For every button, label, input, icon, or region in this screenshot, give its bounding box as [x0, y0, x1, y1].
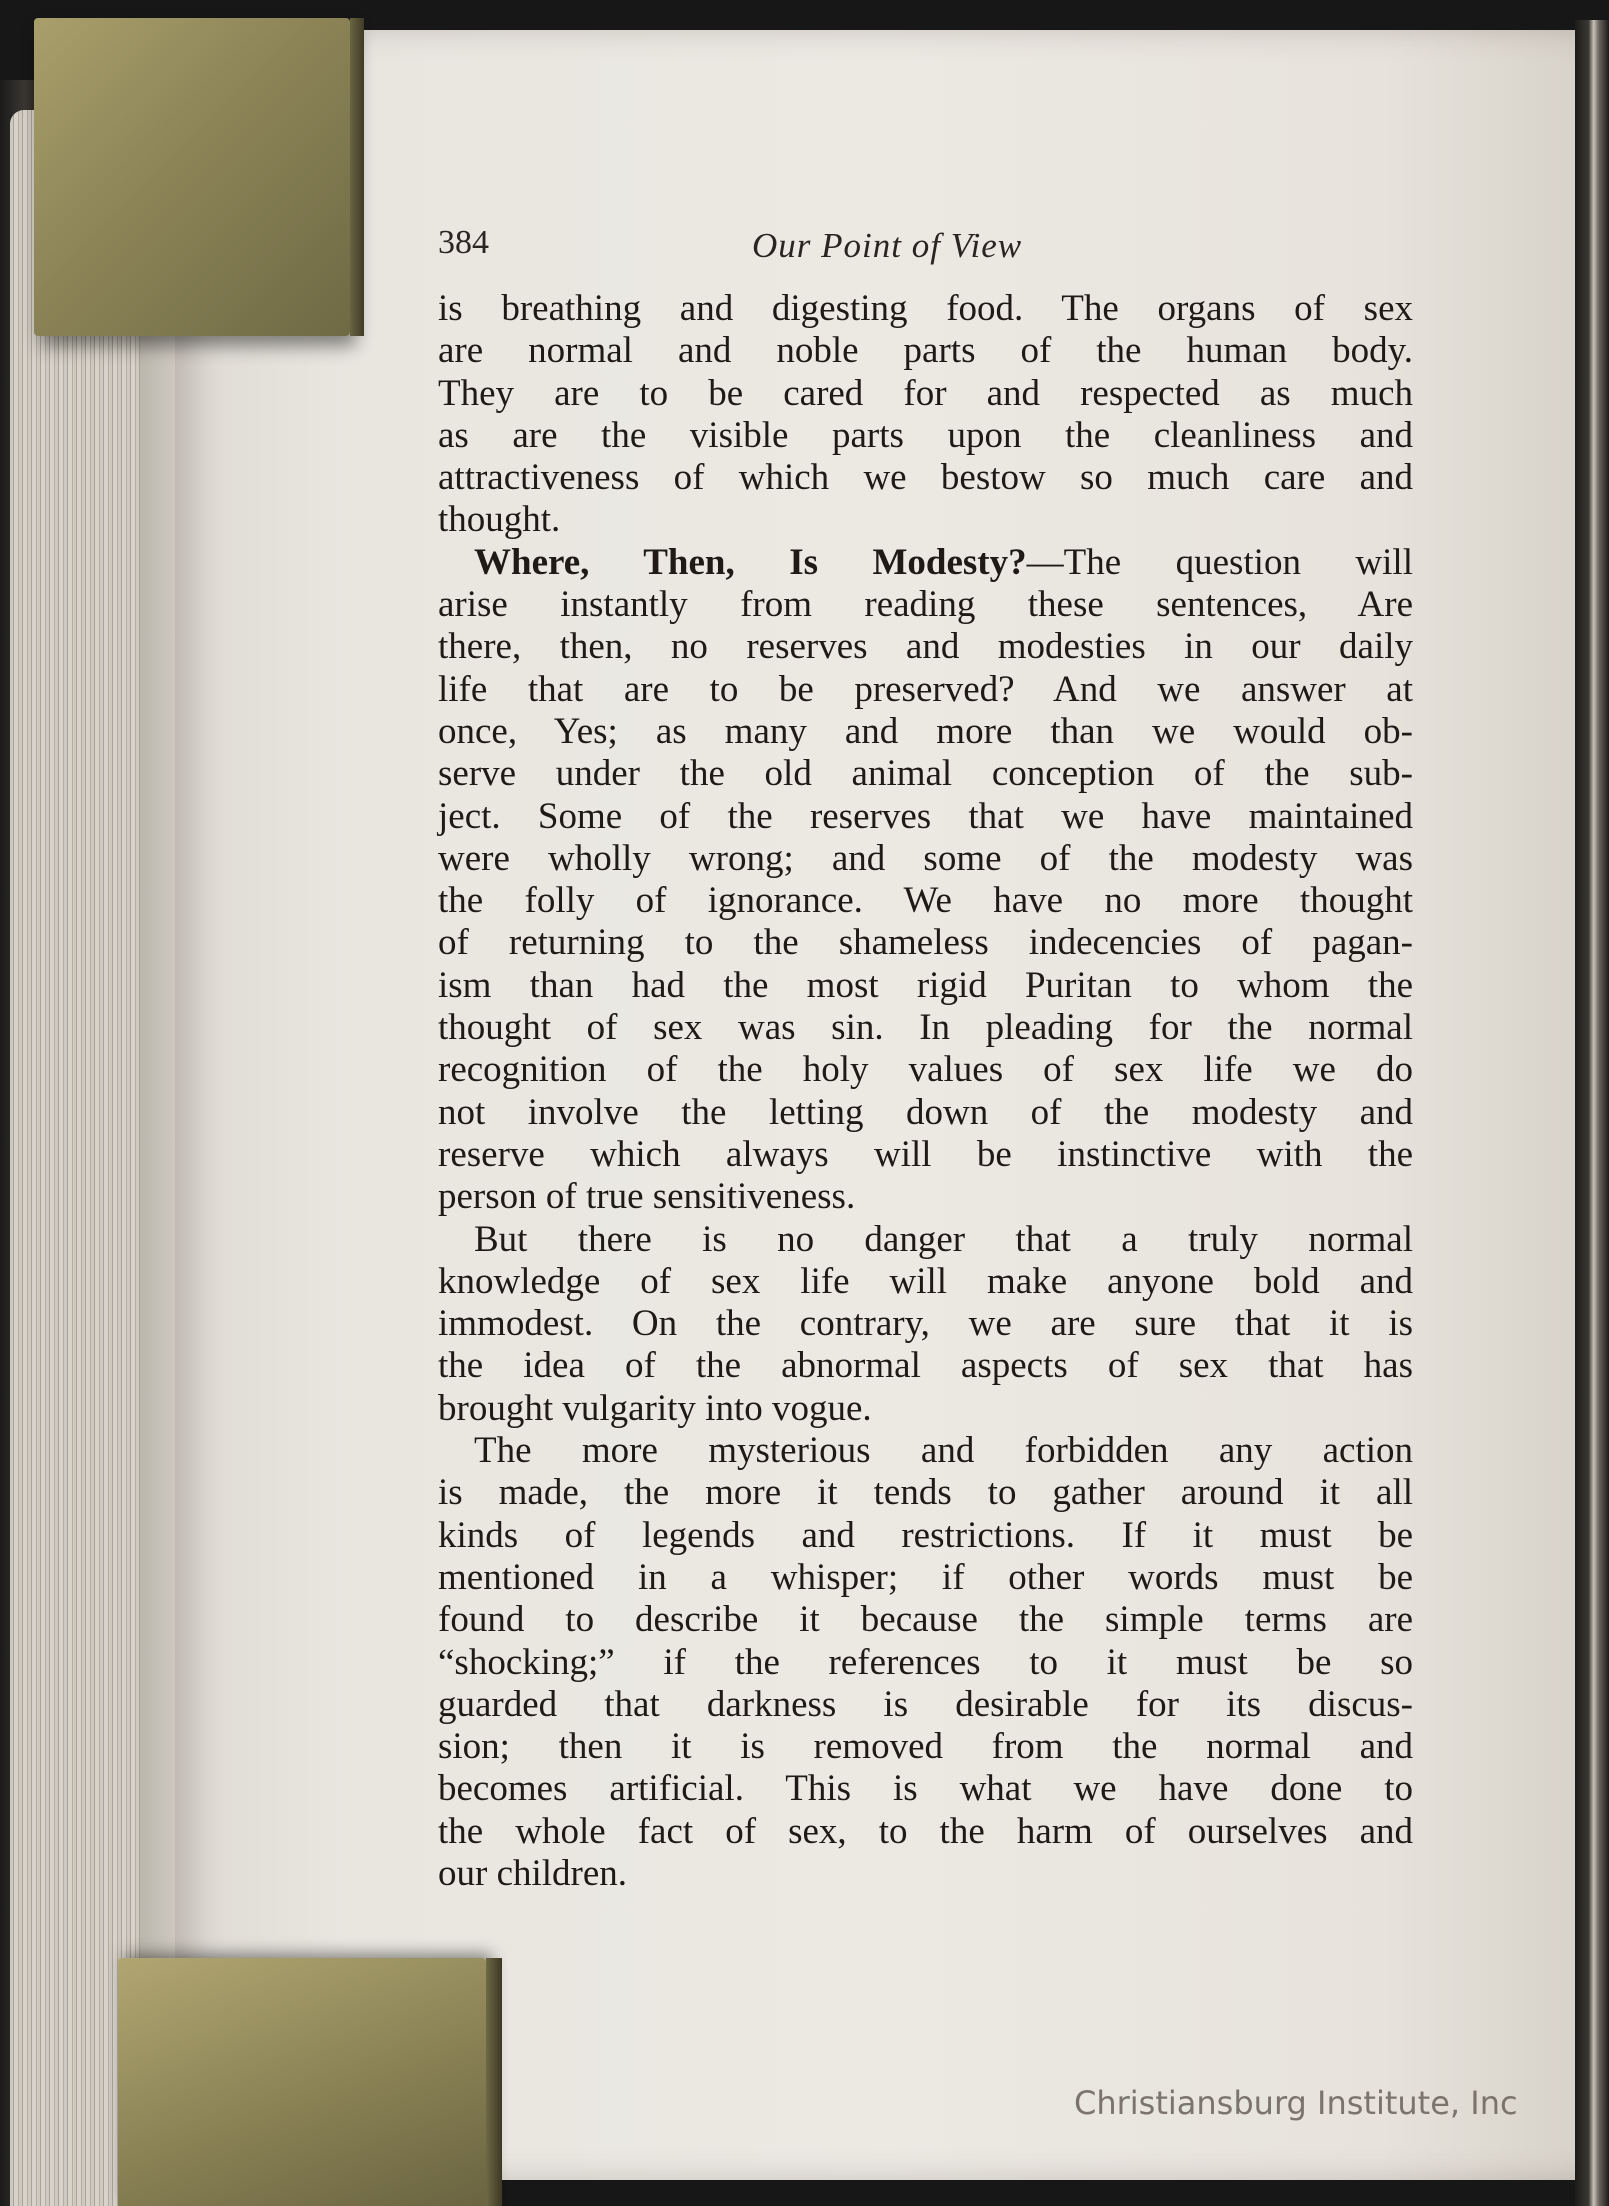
watermark: Christiansburg Institute, Inc [1074, 2084, 1518, 2122]
text-line: as are the visible parts upon the cleanliness and [438, 414, 1413, 456]
text-line: once, Yes; as many and more than we would ob- [438, 710, 1413, 752]
text-line: brought vulgarity into vogue. [438, 1387, 872, 1429]
text-line: the idea of the abnormal aspects of sex that has [438, 1345, 1413, 1387]
text-line: ism than had the most rigid Puritan to whom the [438, 964, 1413, 1006]
book-title: Our Point of View [752, 226, 1023, 265]
text-line: guarded that darkness is desirable for its discus- [438, 1683, 1413, 1725]
running-head [438, 224, 1438, 274]
body-text [438, 288, 1413, 1895]
text-line: of returning to the shameless indecencies of pagan- [438, 922, 1413, 964]
text-line: our children. [438, 1852, 628, 1894]
text-line: The more mysterious and forbidden any action [474, 1430, 1413, 1472]
text-line: the folly of ignorance. We have no more thought [438, 880, 1413, 922]
page-number: 384 [438, 224, 489, 261]
text-line [438, 542, 1413, 584]
text-line: arise instantly from reading these sentences, Are [438, 584, 1413, 626]
text-line: person of true sensitiveness. [438, 1176, 856, 1218]
text-line: “shocking;” if the references to it must be so [438, 1641, 1413, 1683]
text-line: there, then, no reserves and modesties in our daily [438, 626, 1413, 668]
paragraph-2 [438, 542, 1413, 1219]
text-line: sion; then it is removed from the normal and [438, 1726, 1413, 1768]
text-line: are normal and noble parts of the human body. [438, 330, 1413, 372]
text-line: attractiveness of which we bestow so much care and [438, 457, 1413, 499]
text-line: reserve which always will be instinctive with the [438, 1133, 1413, 1175]
text-line: mentioned in a whisper; if other words must be [438, 1556, 1413, 1598]
text-line: is breathing and digesting food. The organs of sex [438, 288, 1413, 329]
text-line: found to describe it because the simple terms are [438, 1599, 1413, 1641]
text-line: knowledge of sex life will make anyone bold and [438, 1260, 1413, 1302]
text-line: not involve the letting down of the modesty and [438, 1091, 1413, 1133]
text-line: kinds of legends and restrictions. If it must be [438, 1514, 1413, 1556]
text-line: ject. Some of the reserves that we have maintained [438, 795, 1413, 837]
text-line: thought. [438, 499, 561, 541]
text-line: were wholly wrong; and some of the modesty was [438, 837, 1413, 879]
brass-clip-top [34, 18, 350, 336]
paragraph-4 [438, 1430, 1413, 1895]
text-line: becomes artificial. This is what we have done to [438, 1768, 1413, 1810]
brass-clip-bottom [118, 1958, 486, 2206]
text-line: life that are to be preserved? And we answer at [438, 668, 1413, 710]
text-line: the whole fact of sex, to the harm of ourselves and [438, 1810, 1413, 1852]
page-right-edge [1575, 20, 1609, 2206]
text-line: thought of sex was sin. In pleading for the normal [438, 1007, 1413, 1049]
text-line: serve under the old animal conception of the sub- [438, 753, 1413, 795]
text-line: But there is no danger that a truly normal [474, 1218, 1413, 1260]
paragraph-3 [438, 1219, 1413, 1430]
text-line: recognition of the holy values of sex life we do [438, 1049, 1413, 1091]
section-heading: Where, Then, Is Modesty? [474, 541, 1027, 583]
paragraph-1 [438, 288, 1413, 542]
text-line: is made, the more it tends to gather around it all [438, 1472, 1413, 1514]
text-run: —The question will [1026, 541, 1413, 583]
text-line: immodest. On the contrary, we are sure that it is [438, 1303, 1413, 1345]
text-line: They are to be cared for and respected as much [438, 372, 1413, 414]
